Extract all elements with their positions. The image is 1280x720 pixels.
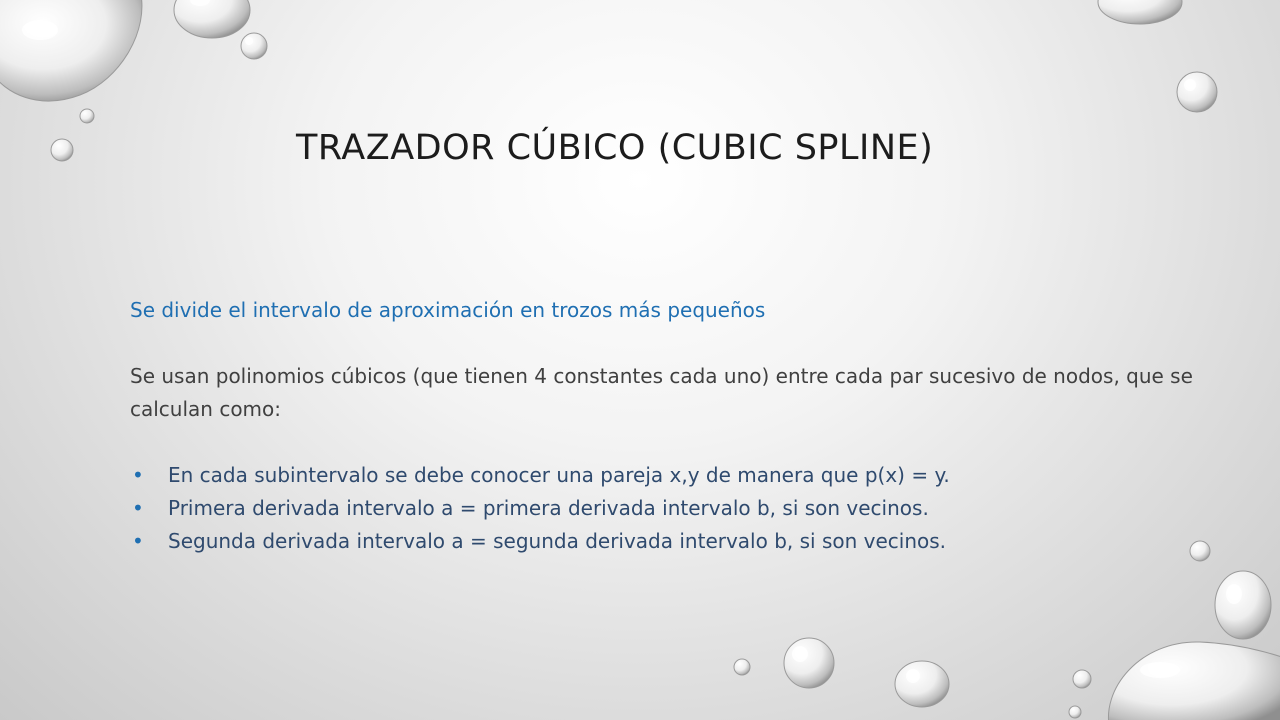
list-item — [130, 492, 1210, 525]
list-item-text: Segunda derivada intervalo a = segunda derivada intervalo b, si son vecinos. — [168, 529, 947, 553]
conditions-list — [130, 459, 1210, 558]
slide-body — [130, 294, 1210, 558]
slide-title: TRAZADOR CÚBICO (CUBIC SPLINE) — [296, 128, 934, 168]
bullet-icon: • — [132, 463, 144, 487]
bullet-icon: • — [132, 529, 144, 553]
list-item-text: En cada subintervalo se debe conocer una pareja x,y de manera que p(x) = y. — [168, 463, 950, 487]
list-item-text: Primera derivada intervalo a = primera derivada intervalo b, si son vecinos. — [168, 496, 929, 520]
description-text: Se usan polinomios cúbicos (que tienen 4 constantes cada uno) entre cada par sucesivo de nodos, que se calculan como: — [130, 364, 1193, 421]
intro-text: Se divide el intervalo de aproximación en trozos más pequeños — [130, 298, 766, 322]
list-item — [130, 525, 1210, 558]
list-item — [130, 459, 1210, 492]
bullet-icon: • — [132, 496, 144, 520]
